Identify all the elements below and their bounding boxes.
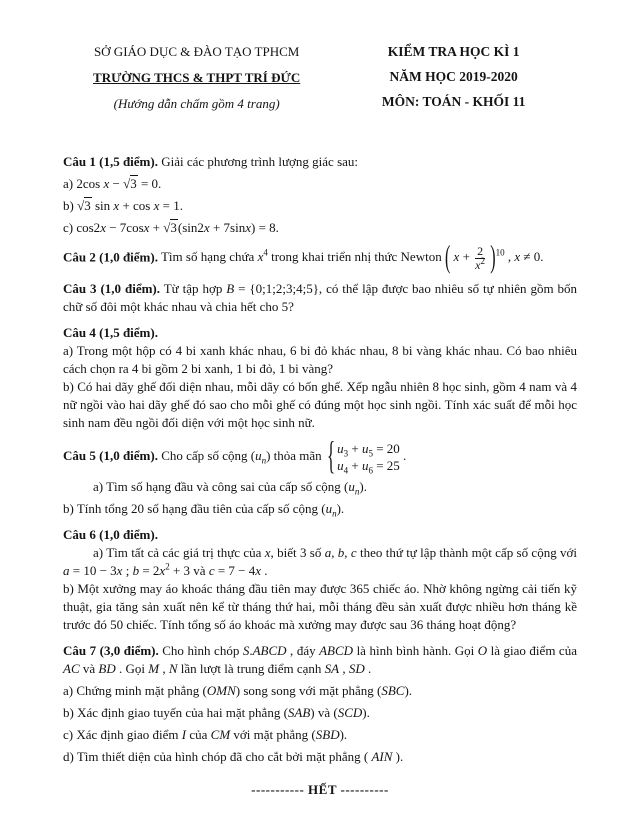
question-label: Câu 3 (1,0 điểm). <box>63 281 161 296</box>
question-label: Câu 5 (1,0 điểm). <box>63 447 158 463</box>
question-label: Câu 1 (1,5 điểm). <box>63 154 158 169</box>
question-block <box>63 153 577 237</box>
question-label: Câu 4 (1,5 điểm). <box>63 325 158 340</box>
question-intro: Cho cấp số cộng $(u_n)$ thỏa mãn { $u_3 + u_5 = 20$ $u_4 + u_6 = 25$ . <box>157 434 407 478</box>
question-item: c) Xác định giao điểm I của CM với mặt phẳng (SBD). <box>63 727 348 742</box>
question-item: b) Tính tổng 20 số hạng đầu tiên của cấp số cộng $(u_n)$. <box>63 501 345 519</box>
question-block <box>63 280 577 316</box>
question-intro: Tìm số hạng chứa $x^4$ trong khai triển nhị thức Newton ( x + $\frac{2}{x^2}$ )$^{10}$ , x ≠ 0. <box>157 241 544 276</box>
question-item: a) Trong một hộp có 4 bi xanh khác nhau, 6 bi đỏ khác nhau, 8 bi vàng khác nhau. Có bao nhiêu cách chọn ra 4 bi gồm 2 bi xanh, 1 bi đỏ, 1 bi vàng? <box>63 343 577 376</box>
question-block <box>63 324 577 432</box>
question-item: a) Tìm số hạng đầu và công sai của cấp số cộng $(u_n)$. <box>93 479 367 497</box>
question-heading <box>63 526 577 544</box>
question-intro: Giải các phương trình lượng giác sau: <box>157 154 359 169</box>
question-item: b) Có hai dãy ghế đối diện nhau, mỗi dãy có bốn ghế. Xếp ngẫu nhiên 8 học sinh, gồm 4 nam và 4 nữ ngồi vào hai dãy ghế đó sao cho mỗi ghế có đúng một học sinh ngồi. Tính xác suất để mỗi học sinh nam đều ngồi đối diện với một học sinh nữ. <box>63 379 577 430</box>
header-left-block <box>63 44 330 119</box>
question-heading <box>63 280 577 316</box>
question-intro: Từ tập hợp B = {0;1;2;3;4;5}, có thể lập được bao nhiêu số tự nhiên gồm bốn chữ số đôi một khác nhau và chia hết cho 5? <box>63 281 577 314</box>
question-item: b) Một xưởng may áo khoác tháng đầu tiên may được 365 chiếc áo. Nhờ không ngừng cải tiến kỹ thuật, gia tăng sản xuất nên kể từ tháng thứ hai, mỗi tháng đều sản xuất được nhiều hơn tháng kề trước đó 50 chiếc. Tính tổng số áo khoác mà xưởng may được sau 36 tháng hoạt động? <box>63 581 577 632</box>
question-block <box>63 642 577 766</box>
question-label: Câu 7 (3,0 điểm). <box>63 643 159 658</box>
question-heading <box>63 324 577 342</box>
question-heading <box>63 241 577 276</box>
footer-end-marker: ----------- HẾT ---------- <box>251 782 389 797</box>
school-year: NĂM HỌC 2019-2020 <box>389 69 518 84</box>
school-name: TRƯỜNG THCS & THPT TRÍ ĐỨC <box>93 70 301 85</box>
question-item: a) Chứng minh mặt phẳng (OMN) song song với mặt phẳng (SBC). <box>63 683 413 698</box>
question-block <box>63 526 577 634</box>
exam-title: KIỂM TRA HỌC KÌ 1 <box>387 44 520 59</box>
question-item: b) Xác định giao tuyến của hai mặt phẳng (SAB) và (SCD). <box>63 705 370 720</box>
subject-grade: MÔN: TOÁN - KHỐI 11 <box>381 94 526 109</box>
question-heading <box>63 642 577 678</box>
exam-header <box>63 44 577 119</box>
question-item: d) Tìm thiết diện của hình chóp đã cho cắt bởi mặt phẳng ( AIN ). <box>63 749 404 764</box>
department-name: SỞ GIÁO DỤC & ĐÀO TẠO TPHCM <box>93 44 300 59</box>
question-label: Câu 6 (1,0 điểm). <box>63 527 158 542</box>
question-item: a) 2cos x − √3 = 0. <box>63 176 162 191</box>
question-item: a) Tìm tất cả các giá trị thực của x, biết 3 số a, b, c theo thứ tự lập thành một cấp số cộng với a = 10 − 3x ; $b = 2x^2 + 3$ và c = 7 − 4x . <box>63 545 578 578</box>
question-item: b) √3 sin x + cos x = 1. <box>63 198 183 213</box>
question-block <box>63 434 577 519</box>
header-right-block <box>330 44 577 119</box>
question-heading <box>63 434 577 478</box>
questions-list <box>63 153 577 766</box>
question-item: c) cos2x − 7cosx + √3(sin2x + 7sinx) = 8. <box>63 220 279 235</box>
question-block <box>63 241 577 276</box>
question-intro: Cho hình chóp S.ABCD , đáy ABCD là hình bình hành. Gọi O là giao điểm của AC và BD . Gọi M , N lần lượt là trung điểm cạnh SA , SD . <box>63 643 577 676</box>
question-heading <box>63 153 577 171</box>
grading-note: (Hướng dẫn chấm gồm 4 trang) <box>113 96 280 111</box>
question-label: Câu 2 (1,0 điểm). <box>63 249 158 265</box>
